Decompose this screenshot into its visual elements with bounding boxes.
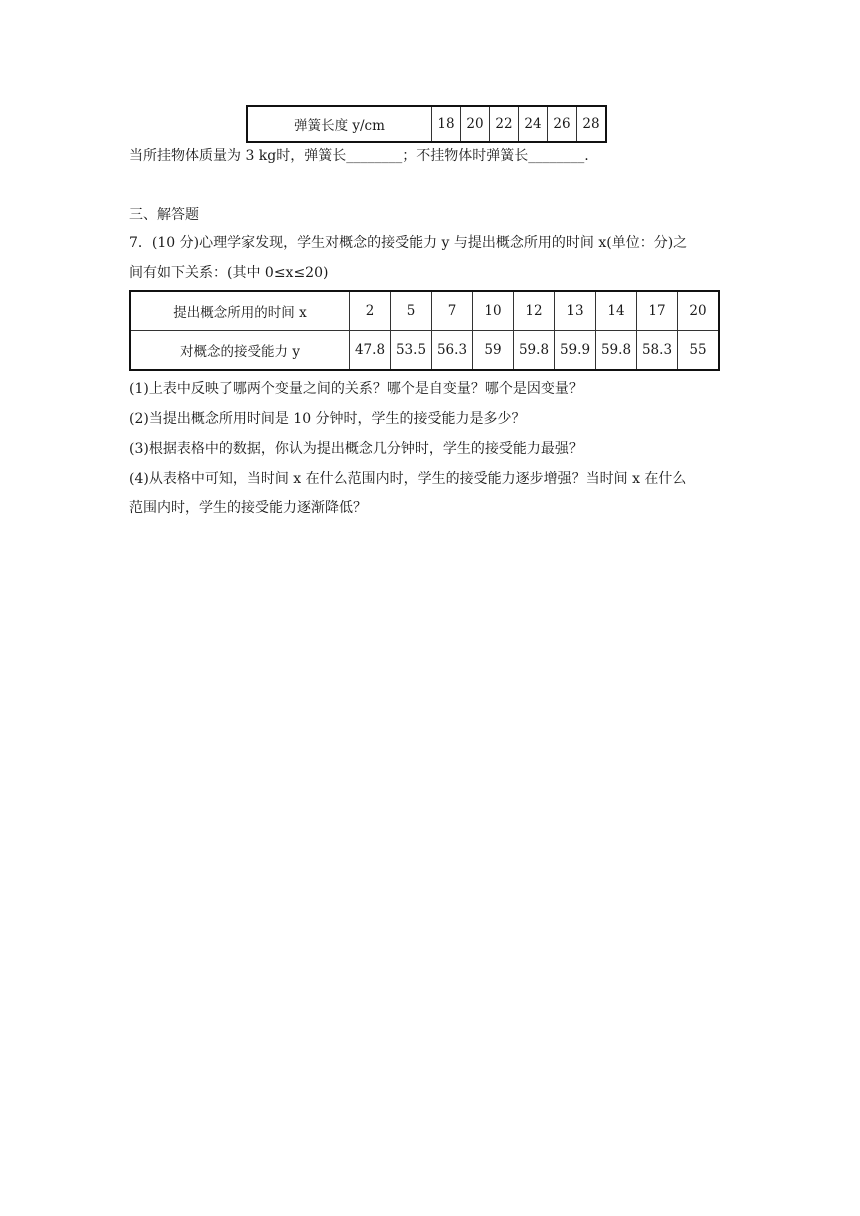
table-cell: 58.3 (637, 331, 678, 371)
table-cell: 59.9 (555, 331, 596, 371)
table-row (130, 291, 719, 331)
table-cell: 7 (432, 291, 473, 331)
table-cell: 18 (432, 106, 461, 142)
table-cell: 10 (473, 291, 514, 331)
sub-question-4-line-2: 范围内时，学生的接受能力逐渐降低？ (129, 500, 367, 516)
section-title: 三、解答题 (129, 207, 199, 223)
table-cell: 47.8 (350, 331, 391, 371)
spring-length-label: 弹簧长度 y/cm (247, 106, 432, 142)
table-cell: 53.5 (391, 331, 432, 371)
table-cell: 56.3 (432, 331, 473, 371)
sub-question-1: (1)上表中反映了哪两个变量之间的关系？哪个是自变量？哪个是因变量？ (129, 381, 583, 397)
fill-blank-question: 当所挂物体质量为 3 kg时，弹簧长________；不挂物体时弹簧长________. (129, 148, 589, 164)
table-row (247, 106, 606, 142)
table-cell: 59.8 (596, 331, 637, 371)
table-cell: 12 (514, 291, 555, 331)
table-cell: 5 (391, 291, 432, 331)
concept-ability-table (129, 290, 720, 371)
table-cell: 13 (555, 291, 596, 331)
table-cell: 20 (461, 106, 490, 142)
table-cell: 20 (678, 291, 720, 331)
table-cell: 17 (637, 291, 678, 331)
sub-question-4-line-1: (4)从表格中可知，当时间 x 在什么范围内时，学生的接受能力逐步增强？当时间 x 在什么 (129, 471, 687, 487)
time-row-label: 提出概念所用的时间 x (130, 291, 350, 331)
sub-question-2: (2)当提出概念所用时间是 10 分钟时，学生的接受能力是多少？ (129, 411, 526, 427)
table-cell: 2 (350, 291, 391, 331)
table-cell: 22 (490, 106, 519, 142)
table-cell: 26 (548, 106, 577, 142)
table-cell: 59 (473, 331, 514, 371)
ability-row-label: 对概念的接受能力 y (130, 331, 350, 371)
table-cell: 28 (577, 106, 607, 142)
sub-question-3: (3)根据表格中的数据，你认为提出概念几分钟时，学生的接受能力最强？ (129, 441, 583, 457)
table-cell: 59.8 (514, 331, 555, 371)
table-row (130, 331, 719, 371)
table-cell: 24 (519, 106, 548, 142)
question-7-line-1: 7．(10 分)心理学家发现，学生对概念的接受能力 y 与提出概念所用的时间 x(单位：分)之 (129, 235, 688, 251)
table-cell: 55 (678, 331, 720, 371)
question-7-line-2: 间有如下关系：(其中 0≤x≤20) (129, 265, 329, 281)
spring-length-table (246, 105, 607, 143)
table-cell: 14 (596, 291, 637, 331)
